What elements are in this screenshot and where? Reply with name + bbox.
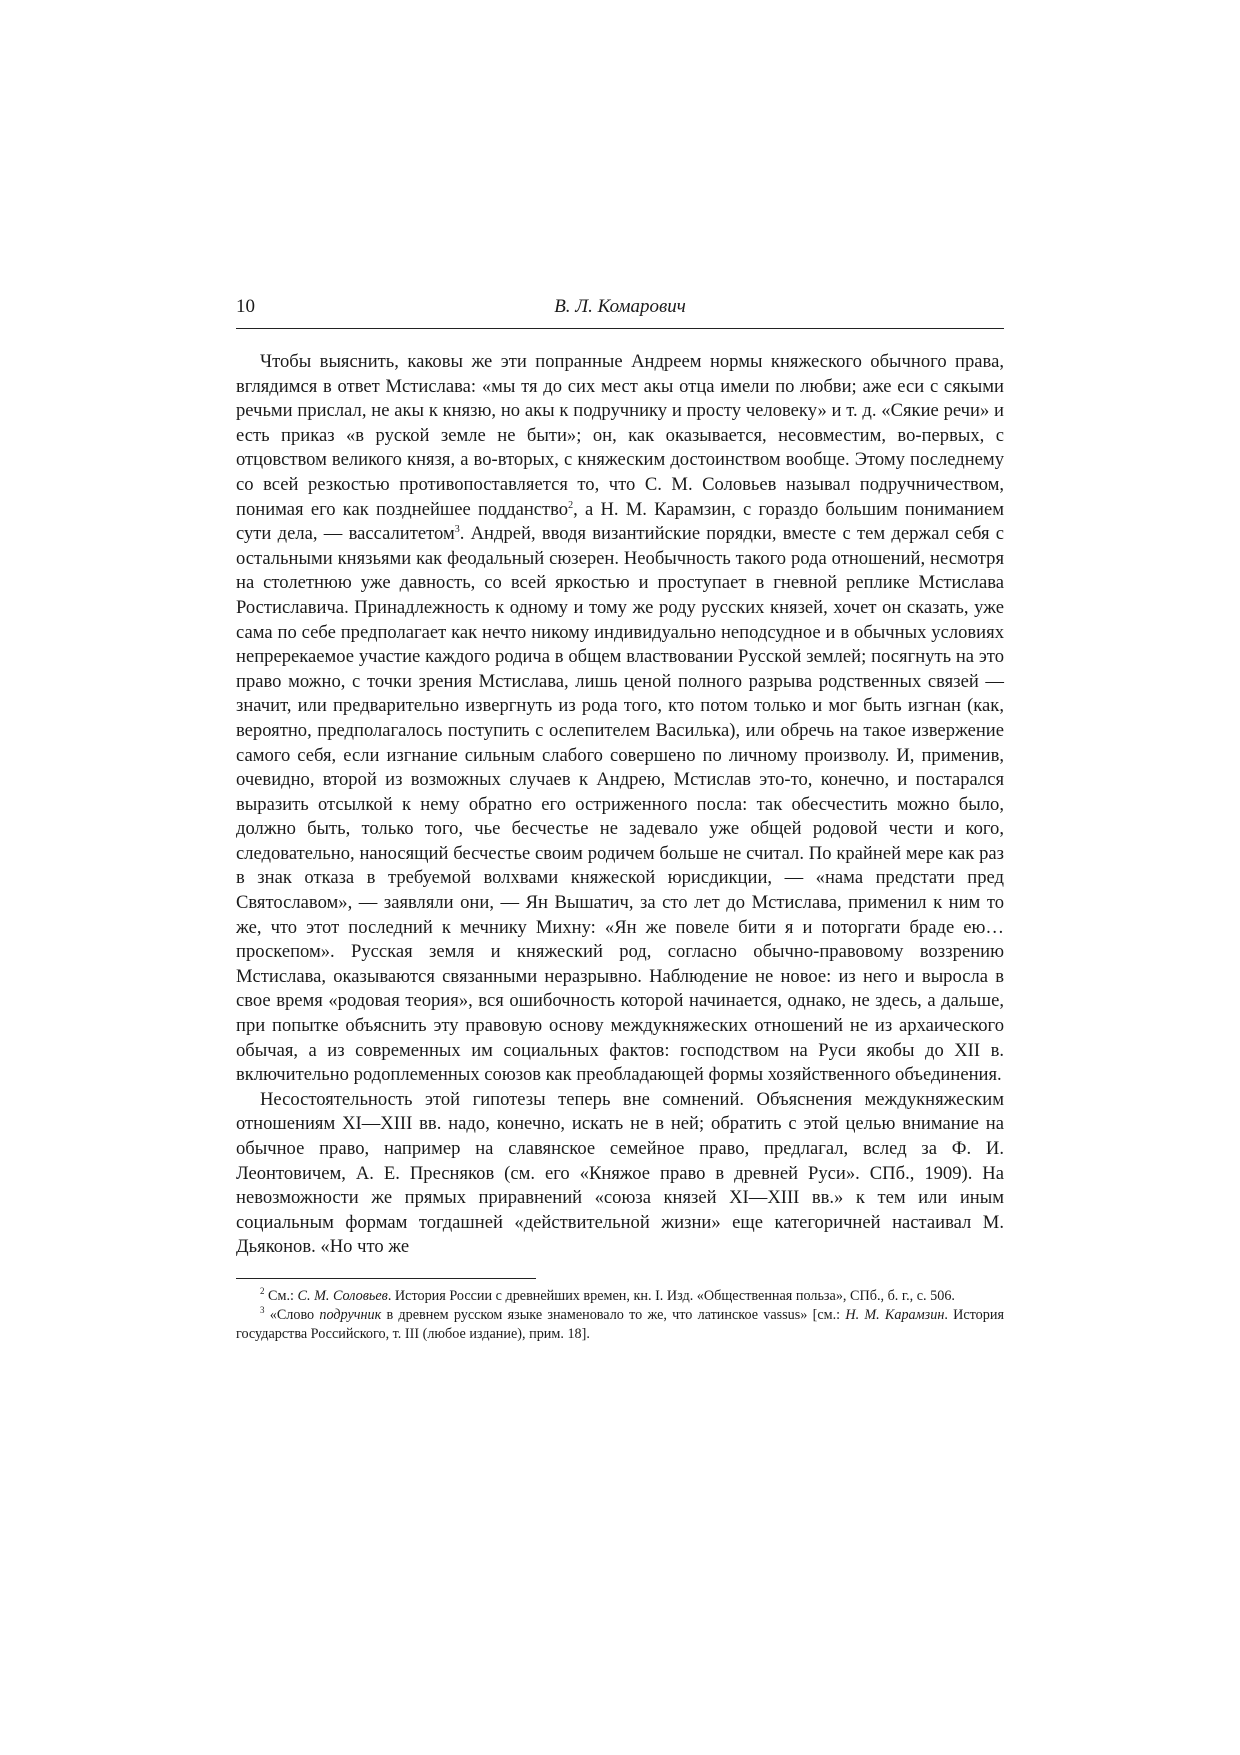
running-head: [236, 292, 1004, 329]
footnote-3-text-a: «Слово: [264, 1306, 320, 1323]
footnote-3-text-b: в древнем русском языке знаменовало то же, что латинское vassus» [см.:: [381, 1306, 846, 1323]
footnote-ref-2: 2: [568, 499, 574, 511]
footnote-2: [236, 1287, 1004, 1306]
footnote-3-text-c: . История государства Российского, т. III (любое издание), прим. 18].: [236, 1306, 1004, 1342]
paragraph-2: Несостоятельность этой гипотезы теперь вне сомнений. Объяснения междукняжеским отношениям XI—XIII вв. надо, конечно, искать не в ней; обратить с этой целью внимание на обычное право, например на славянское семейное право, предлагал, вслед за Ф. И. Леонтовичем, А. Е. Пресняков (см. его «Княжое право в древней Руси». СПб., 1909). На невозможности же прямых приравнений «союза князей XI—XIII вв.» к тем или иным социальным формам тогдашней «действительной жизни» еще категоричней настаивал М. Дьяконов. «Но что же: [236, 1088, 1004, 1258]
body-text: [236, 350, 1004, 1260]
footnote-2-text-a: См.:: [264, 1287, 298, 1304]
footnote-2-text-b: . История России с древнейших времен, кн. I. Изд. «Общественная польза», СПб., б. г., с. 506.: [387, 1287, 955, 1304]
footnote-3-word: подручник: [319, 1306, 382, 1323]
page-number: 10: [236, 296, 255, 317]
footnote-3-author: Н. М. Карамзин: [845, 1306, 945, 1323]
footnote-3-mark: 3: [260, 1304, 265, 1315]
footnote-2-author: С. М. Соловьев: [297, 1287, 388, 1304]
paragraph-1-text-a: Чтобы выяснить, каковы же эти попранные Андреем нормы княжеского обычного права, вглядимся в ответ Мстислава: «мы тя до сих мест акы отца имели по любви; аже еси с сякыми речьми прислал, не акы к князю, но акы к подручнику и просту человеку» и т. д. «Сякие речи» и есть приказ «в руской земле не быти»; он, как оказывается, несовместим, во-первых, с отцовством великого князя, а во-вторых, с княжеским достоинством вообще. Этому последнему со всей резкостью противопоставляется то, что С. М. Соловьев называл подручничеством, понимая его как позднейшее подданство: [236, 351, 1004, 520]
paragraph-1: [236, 350, 1004, 1088]
running-title: В. Л. Комарович: [554, 296, 686, 317]
footnote-ref-3: 3: [454, 524, 460, 536]
paragraph-1-text-b: , а Н. М. Карамзин, с гораздо большим пониманием сути дела, — вассалитетом: [236, 498, 1004, 545]
book-page: [236, 292, 1004, 1344]
footnote-divider: [236, 1278, 536, 1279]
paragraph-1-text-c: . Андрей, вводя византийские порядки, вместе с тем держал себя с остальными князьями как феодальный сюзерен. Необычность такого рода отношений, несмотря на столетнюю уже давность, со всей яркостью и проступает в гневной реплике Мстислава Ростиславича. Принадлежность к одному и тому же роду русских князей, хочет он сказать, уже сама по себе предполагает как нечто никому индивидуально неподсудное и в обычных условиях непререкаемое участие каждого родича в общем властвовании Русской землей; посягнуть на это право можно, с точки зрения Мстислава, лишь ценой полного разрыва родственных связей — значит, или предварительно извергнуть из рода того, кто потом только и мог быть изгнан (как, вероятно, предполагалось поступить с ослепителем Василька), или обречь на такое извержение самого себя, если изгнание сильным слабого совершено по личному произволу. И, применив, очевидно, второй из возможных случаев к Андрею, Мстислав это-то, конечно, и постарался выразить отсылкой к нему обратно его остриженного посла: так обесчестить можно было, должно быть, только того, чье бесчестье не задевало уже общей родовой чести и кого, следовательно, наносящий бесчестье своим родичем больше не считал. По крайней мере как раз в знак отказа в требуемой волхвами княжеской юрисдикции, — «нама предстати пред Святославом», — заявляли они, — Ян Вышатич, за сто лет до Мстислава, применил к ним то же, что этот последний к мечнику Михну: «Ян же повеле бити я и поторгати браде ею… проскепом». Русская земля и княжеский род, согласно обычно-правовому воззрению Мстислава, оказываются связанными неразрывно. Наблюдение не новое: из него и выросла в свое время «родовая теория», вся ошибочность которой начинается, однако, не здесь, а дальше, при попытке объяснить эту правовую основу междукняжеских отношений не из архаического обычая, а из современных им социальных фактов: господством на Руси якобы до XII в. включительно родоплеменных союзов как преобладающей формы хозяйственного объединения.: [236, 523, 1004, 1086]
footnote-2-mark: 2: [260, 1285, 265, 1296]
footnote-3: [236, 1306, 1004, 1344]
